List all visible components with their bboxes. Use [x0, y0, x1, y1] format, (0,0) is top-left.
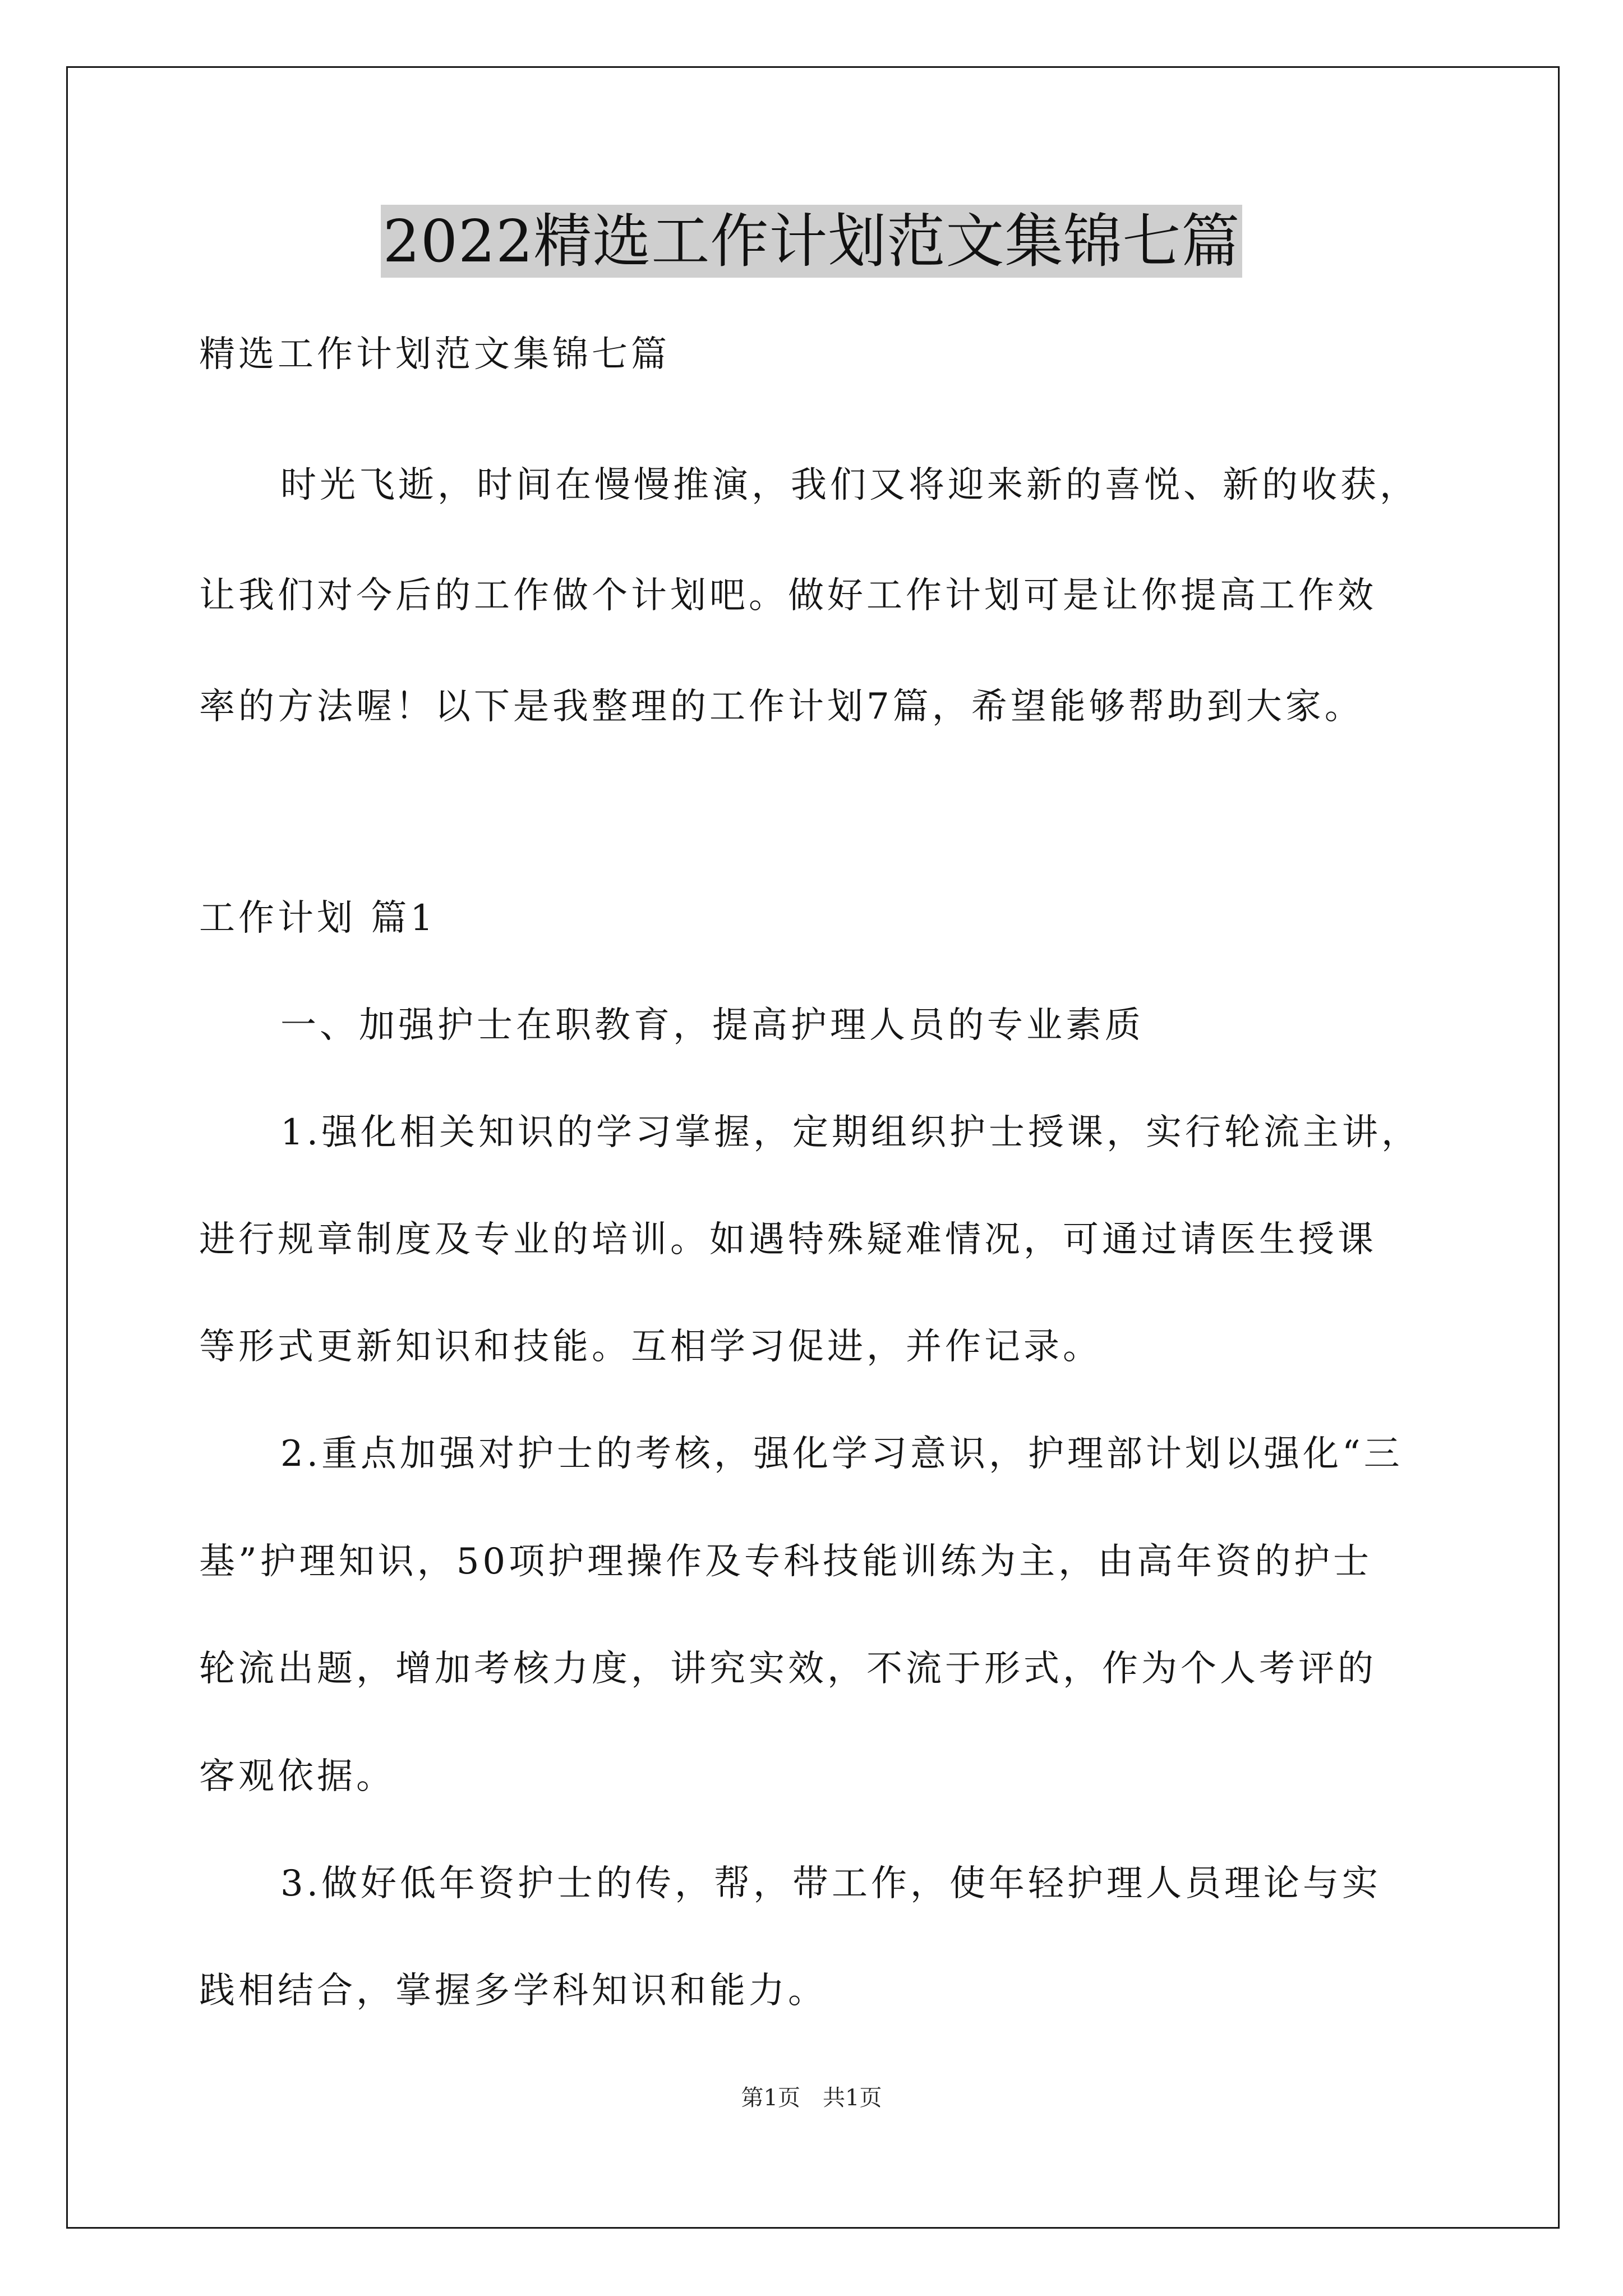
document-subtitle: 精选工作计划范文集锦七篇 [199, 334, 670, 375]
document-title: 2022精选工作计划范文集锦七篇 [381, 205, 1243, 278]
section-heading: 工作计划 篇1 [199, 898, 437, 939]
paragraph-line: 3.做好低年资护士的传，帮，带工作，使年轻护理人员理论与实 [280, 1863, 1382, 1904]
paragraph-line: 践相结合，掌握多学科知识和能力。 [199, 1970, 827, 2012]
paragraph-line: 2.重点加强对护士的考核，强化学习意识，护理部计划以强化“三 [280, 1433, 1403, 1475]
paragraph-line: 等形式更新知识和技能。互相学习促进，并作记录。 [199, 1326, 1102, 1368]
paragraph-line: 进行规章制度及专业的培训。如遇特殊疑难情况，可通过请医生授课 [199, 1219, 1377, 1260]
paragraph-line: 让我们对今后的工作做个计划吧。做好工作计划可是让你提高工作效 [199, 575, 1377, 616]
paragraph-line: 时光飞逝，时间在慢慢推演，我们又将迎来新的喜悦、新的收获， [280, 464, 1419, 506]
paragraph-line: 1.强化相关知识的学习掌握，定期组织护士授课，实行轮流主讲， [280, 1112, 1421, 1153]
paragraph-line: 基”护理知识，50项护理操作及专科技能训练为主，由高年资的护士 [199, 1541, 1373, 1582]
paragraph-line: 一、加强护士在职教育，提高护理人员的专业素质 [280, 1005, 1144, 1046]
title-container [0, 205, 1623, 278]
paragraph-line: 轮流出题，增加考核力度，讲究实效，不流于形式，作为个人考评的 [199, 1648, 1377, 1690]
paragraph-line: 率的方法喔！以下是我整理的工作计划7篇，希望能够帮助到大家。 [199, 686, 1364, 728]
page-number-footer: 第1页 共1页 [741, 2085, 882, 2111]
paragraph-line: 客观依据。 [199, 1756, 395, 1797]
